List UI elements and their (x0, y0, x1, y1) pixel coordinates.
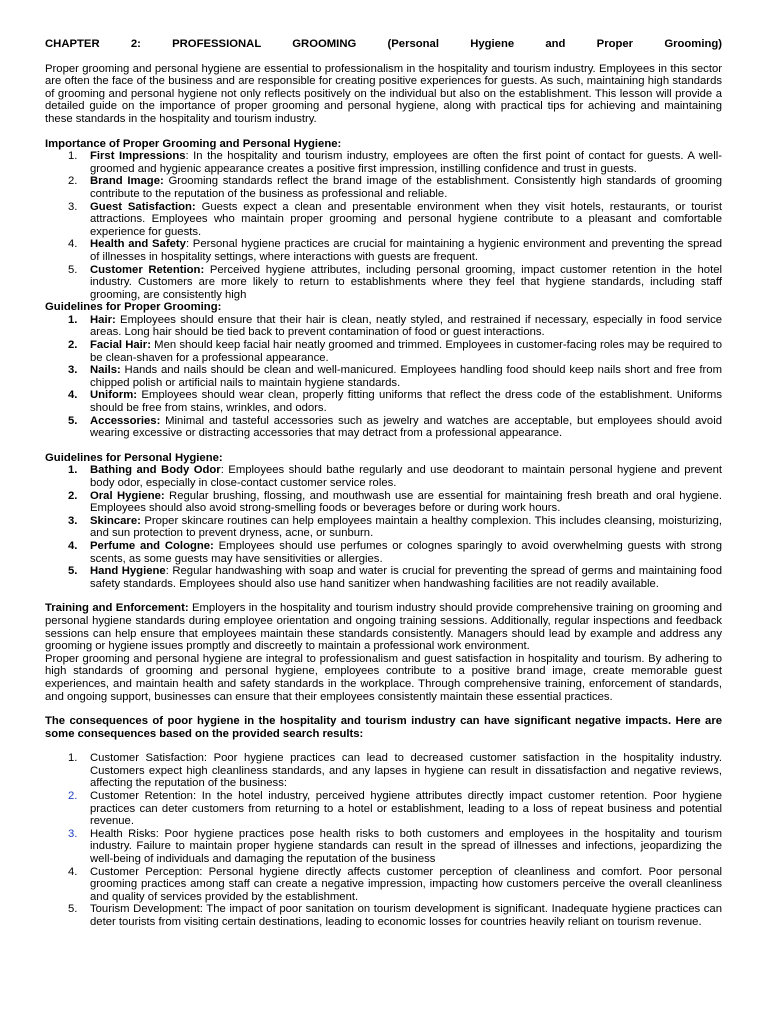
list-term: Customer Retention: (90, 263, 205, 276)
grooming-list (45, 314, 722, 440)
training-text: Employers in the hospitality and tourism industry should provide comprehensive training on grooming and personal hygiene standards during employee orientation and ongoing training sessions. Additionally, regular inspections and feedback sessions can help ensure that employees maintain these standards consistently. Managers should lead by example and address any grooming or hygiene issues promptly and discreetly to maintain a professional work environment. (45, 602, 723, 653)
spacer (45, 740, 722, 752)
importance-heading: Importance of Proper Grooming and Personal Hygiene: (45, 137, 342, 150)
list-text: Customer Retention: In the hotel industry, perceived hygiene attributes directly impact customer retention. Poor hygiene practices can deter customers from returning to a hotel or establishment, leading to a loss of repeat business and potential revenue. (90, 790, 722, 828)
list-item (45, 903, 722, 928)
list-term: Hand Hygiene (90, 565, 166, 578)
list-text: Proper skincare routines can help employees maintain a healthy complexion. This includes cleansing, moisturizing, and sun protection to prevent dryness, acne, or sunburn. (90, 514, 722, 540)
list-number: 5. (68, 263, 78, 276)
list-text: Employees should wear clean, properly fitting uniforms that reflect the dress code of the establishment. Uniforms should be free from stains, wrinkles, and odors. (90, 389, 722, 415)
list-text: Minimal and tasteful accessories such as jewelry and watches are acceptable, but employees should avoid wearing excessive or distracting accessories that may detract from a professional appearance. (90, 414, 722, 440)
list-term: Nails: (90, 364, 121, 377)
list-number: 1. (68, 313, 78, 326)
list-text: Grooming standards reflect the brand image of the establishment. Consistently high standards of grooming contribute to the reputation of the business as professional and reliable. (90, 175, 722, 200)
list-number: 2. (68, 489, 78, 502)
list-number: 1. (68, 752, 78, 765)
consequences-heading: The consequences of poor hygiene in the hospitality and tourism industry can have significant negative impacts. Here are some consequences based on the provided search results: (45, 715, 722, 740)
list-text: Health Risks: Poor hygiene practices pose health risks to both customers and employees in the hospitality and tourism industry. Failure to maintain proper hygiene standards can result in the spread of illnesses and infections, jeopardizing the well-being of individuals and damaging the reputation of the business (90, 827, 722, 866)
list-text: Perceived hygiene attributes, including personal grooming, impact customer retention in the hotel industry. Customers are more likely to return to establishments where they feel that hygiene standards, including staff grooming, are consistently high (90, 263, 722, 301)
list-term: Perfume and Cologne: (90, 539, 214, 552)
list-number: 4. (68, 865, 78, 878)
title-word: Proper (596, 38, 634, 50)
list-number: 2. (68, 790, 78, 803)
list-item (45, 150, 722, 175)
list-number: 4. (68, 389, 78, 402)
importance-list (45, 150, 722, 301)
list-item (45, 238, 722, 263)
list-text: Tourism Development: The impact of poor sanitation on tourism development is significant. Inadequate hygiene practices can deter tourists from visiting certain destinations, leading to economic losses for countries heavily reliant on tourism revenue. (90, 903, 722, 928)
list-item (45, 828, 722, 866)
list-number: 4. (68, 238, 78, 251)
list-term: Uniform: (90, 389, 138, 402)
list-item (45, 515, 722, 540)
list-number: 3. (68, 514, 78, 527)
list-text: Customer Perception: Personal hygiene directly affects customer perception of cleanliness and comfort. Poor personal grooming practices among staff can create a negative impression, impacting how customers perceive the overall cleanliness and quality of services provided by the establishment. (90, 865, 722, 903)
consequences-list (45, 752, 722, 928)
list-term: First Impressions (90, 150, 186, 163)
training-paragraph (45, 602, 722, 652)
hygiene-list (45, 464, 722, 590)
list-number: 2. (68, 175, 78, 188)
list-item (45, 790, 722, 828)
list-item (45, 752, 722, 790)
list-term: Accessories: (90, 414, 161, 427)
title-word: CHAPTER (45, 38, 100, 50)
list-term: Bathing and Body Odor (90, 464, 221, 477)
intro-paragraph: Proper grooming and personal hygiene are essential to professionalism in the hospitality and tourism industry. Employees in this sector are often the face of the business and are responsible for creating positive experiences for guests. As such, maintaining high standards of grooming and personal hygiene not only reflects positively on the individual but also on the establishment. This lesson will provide a detailed guide on the importance of proper grooming and personal hygiene, along with practical tips for achieving and maintaining these standards in the hospitality and tourism industry. (45, 62, 722, 125)
list-text: Employees should use perfumes or colognes sparingly to avoid overwhelming guests with strong scents, as some guests may have sensitivities or allergies. (90, 539, 722, 565)
list-text: Employees should ensure that their hair is clean, neatly styled, and restrained if necessary, especially in food service areas. Long hair should be tied back to prevent contamination of food or guest interactions. (90, 313, 722, 339)
title-word: Grooming) (664, 38, 723, 50)
list-text: : In the hospitality and tourism industry, employees are often the first point of contact for guests. A well-groomed and hygienic appearance creates a positive first impression, instilling confidence and trust in guests. (90, 150, 722, 175)
conclusion-paragraph: Proper grooming and personal hygiene are integral to professionalism and guest satisfaction in hospitality and tourism. By adhering to high standards of grooming and personal hygiene, employees contribute to a positive brand image, create memorable guest experiences, and maintain health and safety standards in the workplace. Through comprehensive training, enforcement of standards, and ongoing support, businesses can ensure that their employees consistently maintain these essential practices. (45, 652, 722, 703)
list-term: Hair: (90, 313, 116, 326)
title-word: (Personal (387, 38, 439, 50)
list-item (45, 339, 722, 364)
list-number: 5. (68, 903, 78, 916)
title-word: and (545, 38, 566, 50)
list-term: Oral Hygiene: (90, 489, 165, 502)
list-item (45, 264, 722, 302)
training-term: Training and Enforcement: (45, 602, 189, 615)
spacer (45, 590, 722, 602)
list-number: 5. (68, 414, 78, 427)
title-word: 2: (130, 38, 141, 50)
list-term: Brand Image: (90, 175, 164, 188)
title-word: PROFESSIONAL (172, 38, 262, 50)
list-term: Facial Hair: (90, 339, 151, 352)
list-number: 3. (68, 827, 78, 840)
list-number: 3. (68, 364, 78, 377)
list-item (45, 565, 722, 590)
list-item (45, 464, 722, 489)
list-item (45, 364, 722, 389)
list-item (45, 201, 722, 239)
chapter-title (45, 38, 722, 51)
list-term: Guest Satisfaction: (90, 200, 196, 213)
list-item (45, 389, 722, 414)
list-item (45, 866, 722, 904)
title-word: GROOMING (292, 38, 357, 50)
list-item (45, 540, 722, 565)
list-text: : Personal hygiene practices are crucial for maintaining a hygienic environment and preventing the spread of illnesses in hospitality settings, where interactions with guests are frequent. (90, 238, 722, 263)
list-number: 5. (68, 565, 78, 578)
list-number: 1. (68, 464, 78, 477)
list-number: 4. (68, 539, 78, 552)
title-word: Hygiene (470, 38, 515, 50)
list-term: Health and Safety (90, 238, 186, 251)
list-number: 2. (68, 339, 78, 352)
list-text: Guests expect a clean and presentable environment when they visit hotels, restaurants, or tourist attractions. Employees who maintain proper grooming and personal hygiene contribute to a pleasant and comfortable experience for guests. (90, 200, 722, 238)
spacer (45, 703, 722, 715)
list-item (45, 415, 722, 440)
grooming-heading: Guidelines for Proper Grooming: (45, 301, 222, 314)
hygiene-heading: Guidelines for Personal Hygiene: (45, 451, 223, 464)
list-text: : Regular handwashing with soap and water is crucial for preventing the spread of germs and maintaining food safety standards. Employees should also use hand sanitizer when handwashing facilities are not readily available. (90, 565, 723, 590)
list-text: Hands and nails should be clean and well-manicured. Employees handling food should keep nails short and free from chipped polish or artificial nails to maintain hygiene standards. (90, 364, 722, 389)
list-term: Skincare: (90, 514, 141, 527)
list-item (45, 314, 722, 339)
list-text: Regular brushing, flossing, and mouthwash use are essential for maintaining fresh breath and oral hygiene. Employees should also avoid strong-smelling foods or beverages before or during work hours. (90, 489, 722, 515)
list-number: 3. (68, 200, 78, 213)
list-item (45, 175, 722, 200)
list-number: 1. (68, 150, 78, 163)
spacer (45, 440, 722, 452)
list-text: : Employees should bathe regularly and use deodorant to maintain personal hygiene and prevent body odor, especially in close-contact customer service roles. (90, 464, 722, 489)
list-item (45, 490, 722, 515)
list-text: Customer Satisfaction: Poor hygiene practices can lead to decreased customer satisfaction in the hospitality industry. Customers expect high cleanliness standards, and any lapses in hygiene can result in dissatisfaction and negative reviews, affecting the reputation of the business: (90, 752, 722, 790)
list-text: Men should keep facial hair neatly groomed and trimmed. Employees in customer-facing roles may be required to be clean-shaven for a professional appearance. (90, 339, 722, 364)
